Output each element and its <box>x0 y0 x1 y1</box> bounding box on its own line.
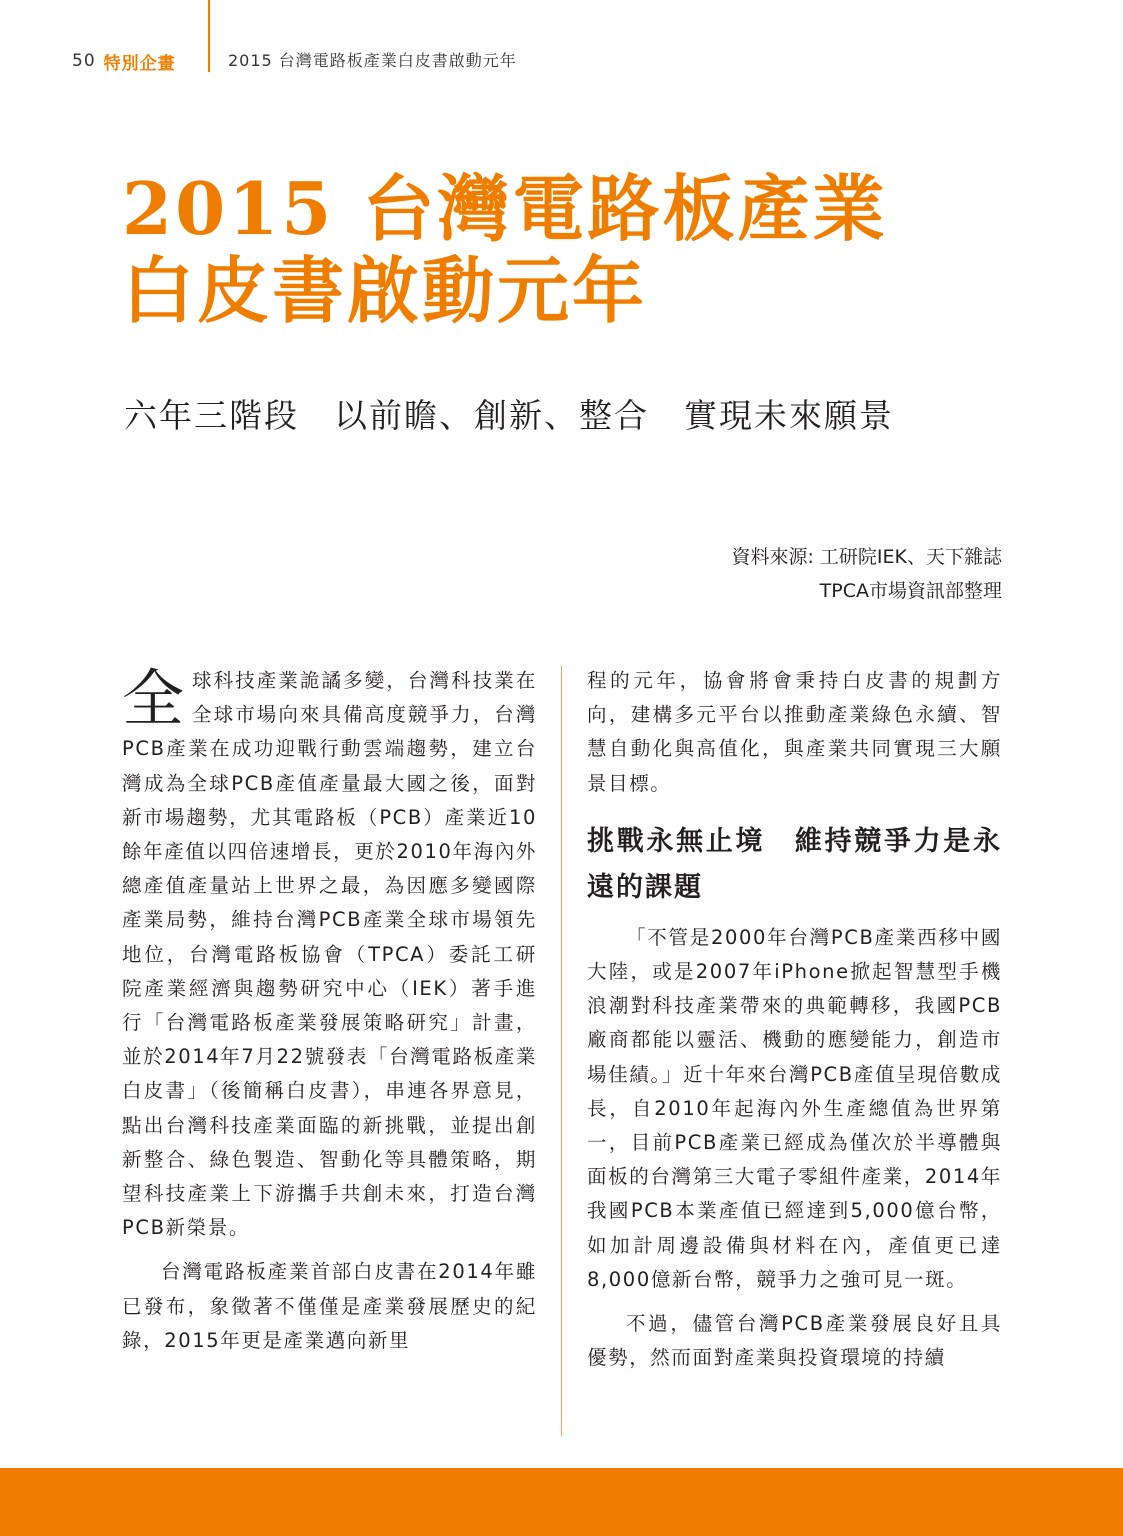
source-line1: 資料來源: 工研院IEK、天下雜誌 <box>731 546 1002 568</box>
article-subtitle: 六年三階段 以前瞻、創新、整合 實現未來願景 <box>124 396 894 435</box>
page-number: 50 <box>72 51 96 71</box>
source-line2: TPCA市場資訊部整理 <box>819 580 1002 602</box>
article-title-line2: 白皮書啟動元年 <box>122 248 648 333</box>
page-header <box>72 46 176 76</box>
section-heading: 挑戰永無止境 維持競爭力是永遠的課題 <box>587 825 1002 903</box>
article-title <box>122 168 887 332</box>
left-paragraph-2: 台灣電路板產業首部白皮書在2014年雖已發布，象徵著不僅僅是產業發展歷史的紀錄，2015年更是產業邁向新里 <box>122 1260 537 1352</box>
article-title-line1: 2015 台灣電路板產業 <box>122 166 888 251</box>
drop-cap: 全 <box>122 662 185 735</box>
section-label: 特別企畫 <box>103 53 176 74</box>
left-paragraph-1-text: 球科技產業詭譎多變，台灣科技業在全球市場向來具備高度競爭力，台灣PCB產業在成功迎戰行動雲端趨勢，建立台灣成為全球PCB產值產量最大國之後，面對新市場趨勢，尤其電路板（PCB）產業近10餘年產值以四倍速增長，更於2010年海內外總產值產量站上世界之最，為因應多變國際產業局勢，維持台灣PCB產業全球市場領先地位，台灣電路板協會（TPCA）委託工研院產業經濟與趨勢研究中心（IEK）著手進行「台灣電路板產業發展策略研究」計畫，並於2014年7月22號發表「台灣電路板產業白皮書」（後簡稱白皮書），串連各界意見，點出台灣科技產業面臨的新挑戰，並提出創新整合、綠色製造、智動化等具體策略，期望科技產業上下游攜手共創未來，打造台灣PCB新榮景。 <box>122 669 537 1240</box>
right-paragraph-1: 程的元年，協會將會秉持白皮書的規劃方向，建構多元平台以推動產業綠色永續、智慧自動化與高值化，與產業共同實現三大願景目標。 <box>587 669 1002 795</box>
header-divider <box>208 0 210 72</box>
column-divider <box>561 666 562 1436</box>
right-paragraph-2: 「不管是2000年台灣PCB產業西移中國大陸，或是2007年iPhone掀起智慧型手機浪潮對科技產業帶來的典範轉移，我國PCB廠商都能以靈活、機動的應變能力，創造市場佳績。」近十年來台灣PCB產值呈現倍數成長，自2010年起海內外生產總值為世界第一，目前PCB產業已經成為僅次於半導體與面板的台灣第三大電子零組件產業，2014年我國PCB本業產值已經達到5,000億台幣，如加計周邊設備與材料在內，產值更已達8,000億新台幣，競爭力之強可見一斑。 <box>587 925 1002 1291</box>
footer-bar <box>0 1468 1123 1536</box>
right-column <box>587 664 1002 1375</box>
running-title: 2015 台灣電路板產業白皮書啟動元年 <box>228 51 517 70</box>
right-paragraph-3: 不過，儘管台灣PCB產業發展良好且具優勢，然而面對產業與投資環境的持續 <box>587 1312 1002 1370</box>
left-column <box>122 664 537 1358</box>
left-paragraph-1 <box>122 664 537 1245</box>
source-credit <box>731 540 1002 608</box>
